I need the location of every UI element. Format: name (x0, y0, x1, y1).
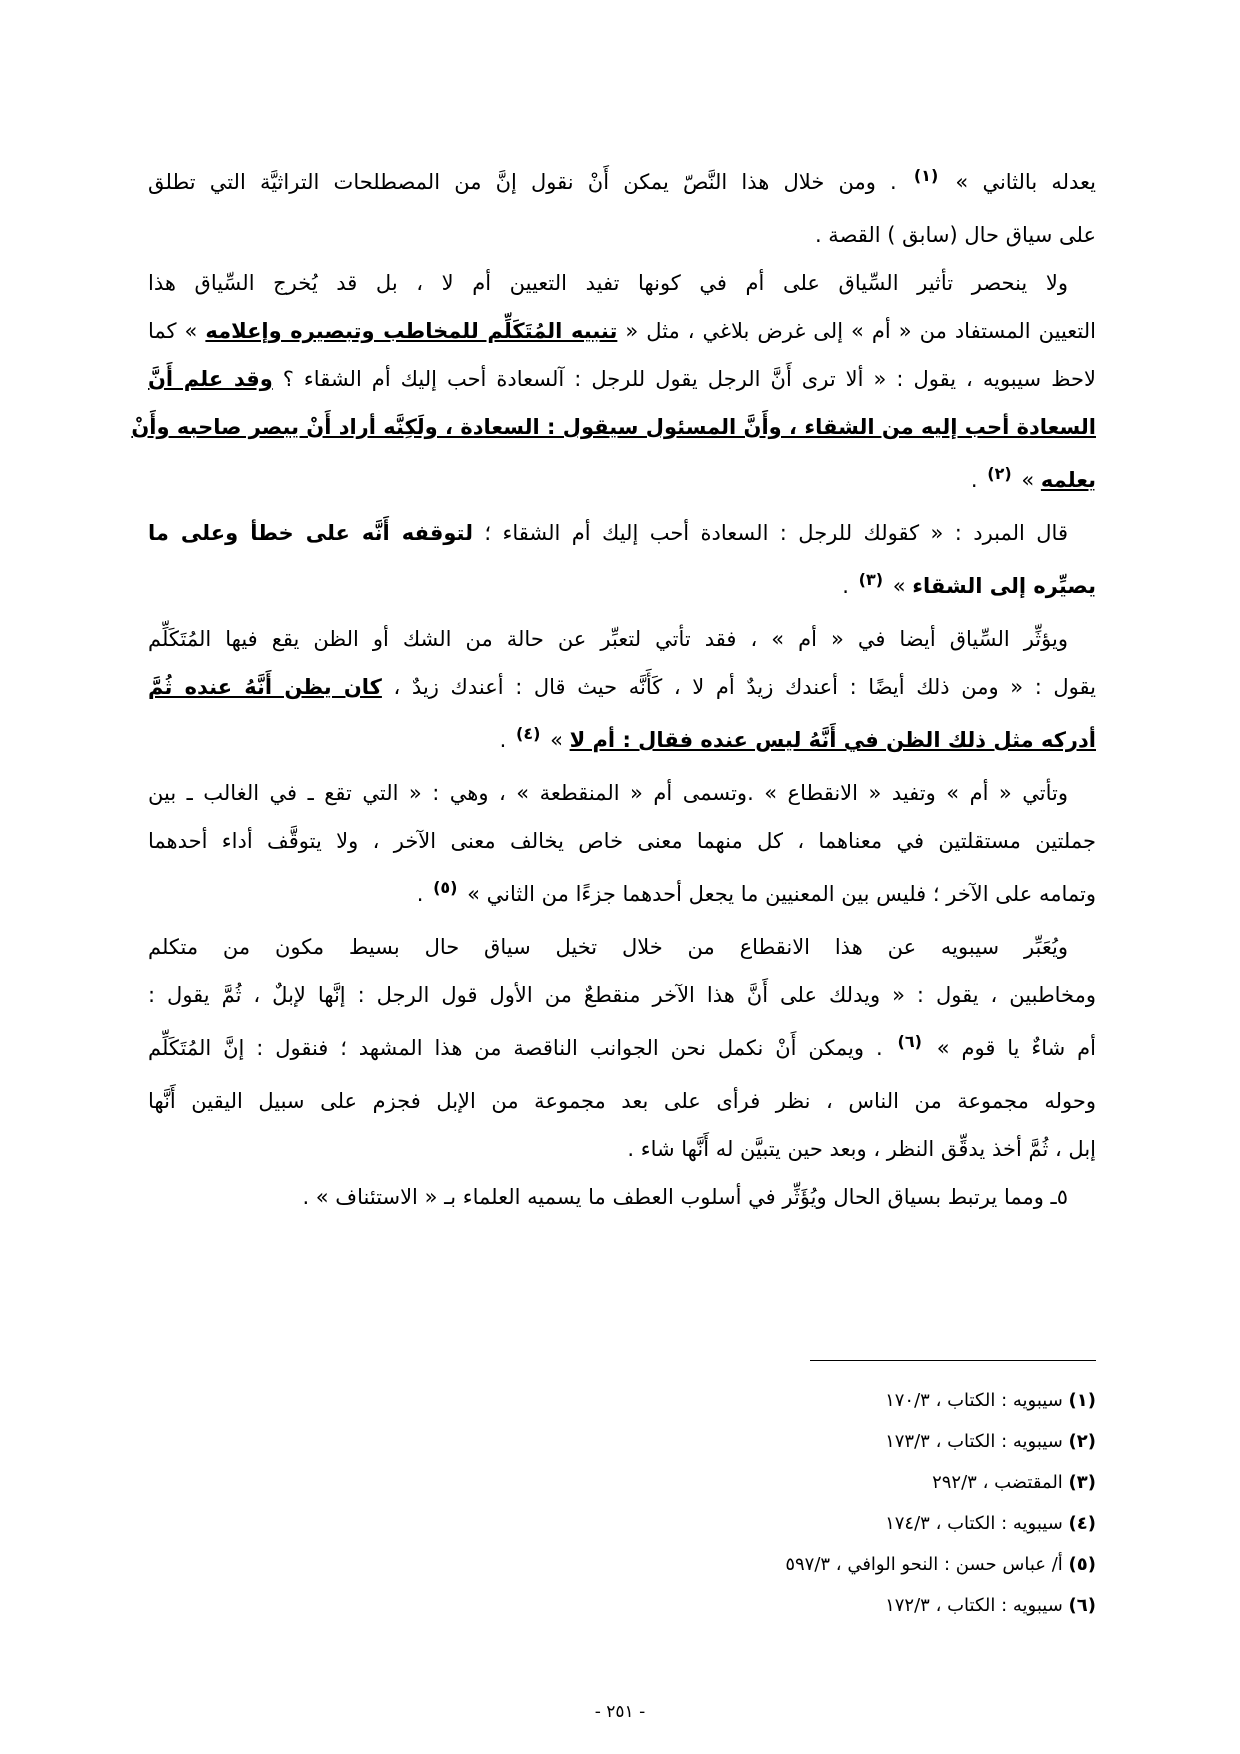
text-run: . ومن خلال هذا النَّصّ يمكن أَنْ نقول إنَّ من المصطلحات التراثيَّة التي تطلق (148, 170, 911, 194)
text-run: » كما (148, 319, 206, 343)
footnote-ref: (٥) (433, 878, 458, 897)
text-run: » (1014, 468, 1041, 492)
footnote-number: (٤) (1068, 1513, 1096, 1534)
text-line (148, 509, 1096, 557)
text-line (148, 1019, 1096, 1077)
footnote-ref: (١) (913, 166, 939, 185)
text-line (148, 451, 1096, 509)
footnote-text: أ/ عباس حسن : النحو الوافي ، ٥٩٧/٣ (785, 1554, 1069, 1575)
emphasized-text: كان يظن أَنَّهُ عنده ثُمَّ (148, 675, 382, 699)
footnote-separator (810, 1360, 1096, 1361)
text-line (131, 403, 1096, 451)
text-line (148, 557, 1096, 615)
text-line (148, 307, 1096, 355)
footnote-text: سيبويه : الكتاب ، ١٧٤/٣ (885, 1513, 1069, 1534)
footnote-ref: (٤) (516, 724, 541, 743)
text-line (148, 817, 1096, 865)
text-line (148, 923, 1096, 971)
text-run: قال المبرد : « كقولك للرجل : السعادة أحب إليك أم الشقاء ؛ (473, 521, 1068, 545)
text-line (148, 259, 1096, 307)
text-run: ويُعَبِّر سيبويه عن هذا الانقطاع من خلال تخيل سياق حال بسيط مكون من متكلم (148, 935, 1068, 959)
text-run: . (842, 574, 856, 598)
text-line (148, 971, 1096, 1019)
footnotes-list (500, 1380, 1096, 1626)
footnote-ref: (٣) (858, 570, 884, 589)
text-line (148, 153, 1096, 211)
footnote-item (500, 1462, 1096, 1503)
emphasized-text: وقد علم أَنَّ (148, 367, 273, 391)
text-run: » (886, 574, 913, 598)
text-line (148, 769, 1096, 817)
text-line (148, 663, 1096, 711)
text-run: يقول : « ومن ذلك أيضًا : أعندك زيدٌ أم لا ، كَأَنَّه حيث قال : أعندك زيدٌ ، (381, 675, 1096, 699)
footnote-text: سيبويه : الكتاب ، ١٧٣/٣ (885, 1431, 1069, 1452)
emphasized-text: يعلمه (1040, 468, 1096, 492)
emphasized-text: يصيِّره إلى الشقاء (912, 574, 1096, 598)
footnote-ref: (٢) (987, 464, 1012, 483)
emphasized-text: لتوقفه أَنَّه على خطأ وعلى ما (148, 521, 474, 545)
text-run: لاحظ سيبويه ، يقول : « ألا ترى أَنَّ الرجل يقول للرجل : آلسعادة أحب إليك أم الشقاء ؟ (272, 367, 1096, 391)
text-run: . (970, 468, 985, 492)
text-run: . (499, 728, 513, 752)
footnote-text: سيبويه : الكتاب ، ١٧٠/٣ (885, 1390, 1069, 1411)
text-run: جملتين مستقلتين في معناهما ، كل منهما معنى خاص يخالف معنى الآخر ، ولا يتوقَّف أداء أحدهما (148, 829, 1096, 853)
footnote-number: (٦) (1068, 1595, 1096, 1616)
footnote-item (500, 1503, 1096, 1544)
text-line (148, 1125, 1096, 1173)
text-line (148, 615, 1096, 663)
text-run: أم شاءٌ يا قوم » (924, 1036, 1096, 1060)
text-run: وحوله مجموعة من الناس ، نظر فرأى على بعد مجموعة من الإبل فجزم على سبيل اليقين أَنَّها (148, 1089, 1096, 1113)
footnote-item (500, 1380, 1096, 1421)
text-line (148, 1077, 1096, 1125)
emphasized-text: أدركه مثل ذلك الظن في أَنَّهُ ليس عنده فقال : أم لا (569, 728, 1096, 752)
footnote-number: (٣) (1068, 1472, 1096, 1493)
text-line (148, 355, 1096, 403)
text-run: يعدله بالثاني » (941, 170, 1096, 194)
text-run: على سياق حال (سابق ) القصة . (814, 223, 1096, 247)
text-run: ولا ينحصر تأثير السِّياق على أم في كونها تفيد التعيين أم لا ، بل قد يُخرج السِّياق هذا (148, 271, 1068, 295)
text-run: . (416, 882, 431, 906)
footnote-number: (١) (1068, 1390, 1096, 1411)
text-run: . ويمكن أَنْ نكمل نحن الجوانب الناقصة من هذا المشهد ؛ فنقول : إنَّ المُتَكَلِّم (148, 1036, 895, 1060)
footnote-text: سيبويه : الكتاب ، ١٧٢/٣ (885, 1595, 1069, 1616)
footnote-number: (٥) (1068, 1554, 1096, 1575)
text-run: ٥ـ ومما يرتبط بسياق الحال ويُؤَثِّر في أسلوب العطف ما يسميه العلماء بـ « الاستئناف » . (302, 1185, 1068, 1209)
text-run: ويؤثِّر السِّياق أيضا في « أم » ، فقد تأتي لتعبِّر عن حالة من الشك أو الظن يقع فيها المُتَكَلِّم (148, 627, 1068, 651)
footnote-ref: (٦) (897, 1032, 922, 1051)
footnote-item (500, 1544, 1096, 1585)
emphasized-text: السعادة أحب إليه من الشقاء ، وأَنَّ المسئول سيقول : السعادة ، ولَكِنَّه أراد أَنْ يبصر صاحبه وأَنْ (131, 415, 1096, 439)
body-text (131, 153, 1096, 1221)
text-line (148, 865, 1096, 923)
text-line (148, 1173, 1096, 1221)
emphasized-text: تنبيه المُتَكَلِّم للمخاطب وتبصيره وإعلامه (205, 319, 618, 343)
text-run: ومخاطبين ، يقول : « ويدلك على أَنَّ هذا الآخر منقطعٌ من الأول قول الرجل : إنَّها لإبلٌ ، ثُمَّ يقول : (148, 983, 1096, 1007)
text-run: وتمامه على الآخر ؛ فليس بين المعنيين ما يجعل أحدهما جزءًا من الثاني » (460, 882, 1096, 906)
text-run: وتأتي « أم » وتفيد « الانقطاع » .وتسمى أم « المنقطعة » ، وهي : « التي تقع ـ في الغالب ـ بين (148, 781, 1068, 805)
text-run: » (543, 728, 570, 752)
footnote-number: (٢) (1068, 1431, 1096, 1452)
text-run: التعيين المستفاد من « أم » إلى غرض بلاغي ، مثل « (617, 319, 1096, 343)
page-number: - ٢٥١ - (594, 1702, 646, 1722)
text-run: إبل ، ثُمَّ أخذ يدقِّق النظر ، وبعد حين يتبيَّن له أَنَّها شاء . (627, 1137, 1096, 1161)
footnote-item (500, 1585, 1096, 1626)
text-line (148, 211, 1096, 259)
footnote-text: المقتضب ، ٢٩٢/٣ (932, 1472, 1069, 1493)
footnote-item (500, 1421, 1096, 1462)
text-line (148, 711, 1096, 769)
